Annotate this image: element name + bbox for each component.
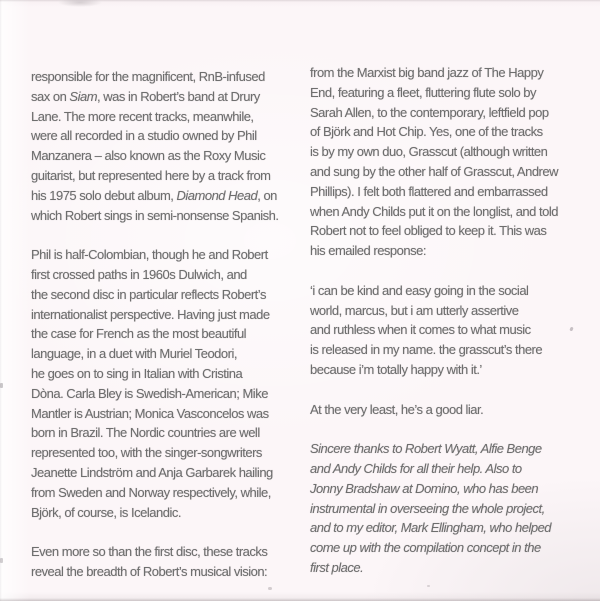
paragraph <box>310 63 558 261</box>
text-line <box>310 518 558 538</box>
text-segment: is released in my name. the grasscut’s there <box>310 342 543 358</box>
text-line <box>310 221 558 241</box>
scan-smudge <box>58 0 102 7</box>
text-segment: reveal the breadth of Robert’s musical vision: <box>31 563 268 579</box>
text-column-left <box>31 67 279 582</box>
text-segment: Sincere thanks to Robert Wyatt, Alfie Benge <box>310 441 542 457</box>
text-segment: Jonny Bradshaw at Domino, who has been <box>310 480 539 496</box>
text-column-right <box>310 63 558 578</box>
scan-artifact-dash <box>0 558 3 563</box>
text-segment: Lane. The more recent tracks, meanwhile, <box>31 108 254 124</box>
text-segment: from the Marxist big band jazz of The Happy <box>310 65 544 80</box>
text-line <box>310 538 558 558</box>
text-line <box>310 439 558 459</box>
text-segment: , on <box>257 187 277 203</box>
text-line <box>31 423 279 443</box>
text-segment: Björk, of course, is Icelandic. <box>31 504 181 520</box>
text-segment: first place. <box>310 559 364 575</box>
text-segment: first crossed paths in 1960s Dulwich, and <box>31 266 247 282</box>
text-line <box>310 83 558 103</box>
text-line <box>310 301 558 321</box>
text-segment: from Sweden and Norway respectively, while, <box>31 484 271 500</box>
text-line <box>310 499 558 519</box>
text-segment: ‘i can be kind and easy going in the social <box>310 282 529 298</box>
text-segment: of Björk and Hot Chip. Yes, one of the tracks <box>310 124 543 140</box>
text-segment: Manzanera – also known as the Roxy Music <box>31 148 266 164</box>
scan-artifact-dash <box>0 383 3 388</box>
text-segment: is by my own duo, Grasscut (although written <box>310 144 548 160</box>
dust-speck <box>569 327 573 332</box>
text-line <box>31 542 279 562</box>
text-segment: he goes on to sing in Italian with Cristina <box>31 365 243 381</box>
text-segment: and sung by the other half of Grasscut, Andrew <box>310 163 558 179</box>
text-segment: responsible for the magnificent, RnB-infused <box>31 69 265 84</box>
text-segment: his emailed response: <box>310 243 426 259</box>
text-segment: Diamond Head <box>176 187 258 203</box>
scan-edge-top <box>0 0 600 2</box>
text-line <box>310 63 558 83</box>
text-segment: language, in a duet with Muriel Teodori, <box>31 346 237 362</box>
text-segment: and ruthless when it comes to what music <box>310 322 531 338</box>
text-line <box>31 166 279 186</box>
text-line <box>31 107 279 127</box>
paragraph <box>310 400 558 420</box>
text-line <box>31 186 279 206</box>
text-line <box>31 206 279 226</box>
text-segment: Siam <box>69 88 98 104</box>
text-line <box>310 320 558 340</box>
text-line <box>310 281 558 301</box>
text-segment: because i’m totally happy with it.’ <box>310 361 482 377</box>
text-line <box>31 384 279 404</box>
text-line <box>31 285 279 305</box>
text-line <box>310 360 558 380</box>
text-line <box>31 364 279 384</box>
text-segment: when Andy Childs put it on the longlist, and told <box>310 203 558 219</box>
text-line <box>310 459 558 479</box>
text-segment: were all recorded in a studio owned by Phil <box>31 128 257 144</box>
text-segment: world, marcus, but i am utterly assertive <box>310 302 519 318</box>
text-segment: At the very least, he’s a good liar. <box>310 401 484 417</box>
text-segment: and to my editor, Mark Ellingham, who helped <box>310 520 552 536</box>
text-segment: Dòna. Carla Bley is Swedish-American; Mike <box>31 385 268 401</box>
text-line <box>31 503 279 523</box>
text-segment: the second disc in particular reflects Robert’s <box>31 286 266 302</box>
text-line <box>31 67 279 87</box>
text-segment: born in Brazil. The Nordic countries are well <box>31 425 260 441</box>
text-line <box>310 558 558 578</box>
dust-speck <box>427 585 430 587</box>
text-segment: his 1975 solo debut album, <box>31 187 177 203</box>
text-segment: the case for French as the most beautiful <box>31 326 247 342</box>
text-line <box>31 126 279 146</box>
text-segment: instrumental in overseeing the whole project, <box>310 500 545 516</box>
text-line <box>310 340 558 360</box>
text-line <box>31 324 279 344</box>
paragraph <box>31 245 279 522</box>
text-line <box>310 142 558 162</box>
text-line <box>310 162 558 182</box>
text-segment: guitarist, but represented here by a track from <box>31 167 271 183</box>
text-segment: Even more so than the first disc, these tracks <box>31 544 268 560</box>
text-segment: , was in Robert’s band at Drury <box>97 88 260 104</box>
text-segment: End, featuring a fleet, fluttering flute solo by <box>310 84 537 100</box>
text-line <box>31 146 279 166</box>
text-segment: Jeanette Lindström and Anja Garbarek hailing <box>31 464 273 480</box>
text-segment: sax on <box>31 88 70 104</box>
text-line <box>310 182 558 202</box>
text-line <box>31 483 279 503</box>
text-segment: Robert not to feel obliged to keep it. This was <box>310 223 547 239</box>
text-segment: Phillips). I felt both flattered and embarrassed <box>310 183 548 199</box>
text-line <box>31 265 279 285</box>
text-segment: internationalist perspective. Having just made <box>31 306 270 322</box>
text-line <box>31 463 279 483</box>
text-segment: represented too, with the singer-songwriters <box>31 445 262 461</box>
text-segment: Sarah Allen, to the contemporary, leftfield pop <box>310 104 549 120</box>
text-line <box>31 562 279 582</box>
text-line <box>31 344 279 364</box>
text-line <box>31 305 279 325</box>
paragraph <box>31 67 279 225</box>
text-segment: Mantler is Austrian; Monica Vasconcelos was <box>31 405 269 421</box>
text-segment: which Robert sings in semi-nonsense Spanish. <box>31 207 279 223</box>
text-segment: Phil is half-Colombian, though he and Robert <box>31 247 268 263</box>
paragraph <box>310 439 558 578</box>
scan-edge-left <box>0 0 2 601</box>
dust-speck <box>268 587 272 590</box>
text-segment: come up with the compilation concept in the <box>310 540 541 556</box>
text-line <box>31 443 279 463</box>
text-line <box>31 245 279 265</box>
text-line <box>310 202 558 222</box>
text-line <box>310 122 558 142</box>
text-line <box>310 400 558 420</box>
text-line <box>31 87 279 107</box>
text-line <box>310 241 558 261</box>
text-line <box>310 103 558 123</box>
text-segment: and Andy Childs for all their help. Also to <box>310 460 522 476</box>
paragraph <box>310 281 558 380</box>
text-line <box>31 404 279 424</box>
paragraph <box>31 542 279 582</box>
text-line <box>310 479 558 499</box>
